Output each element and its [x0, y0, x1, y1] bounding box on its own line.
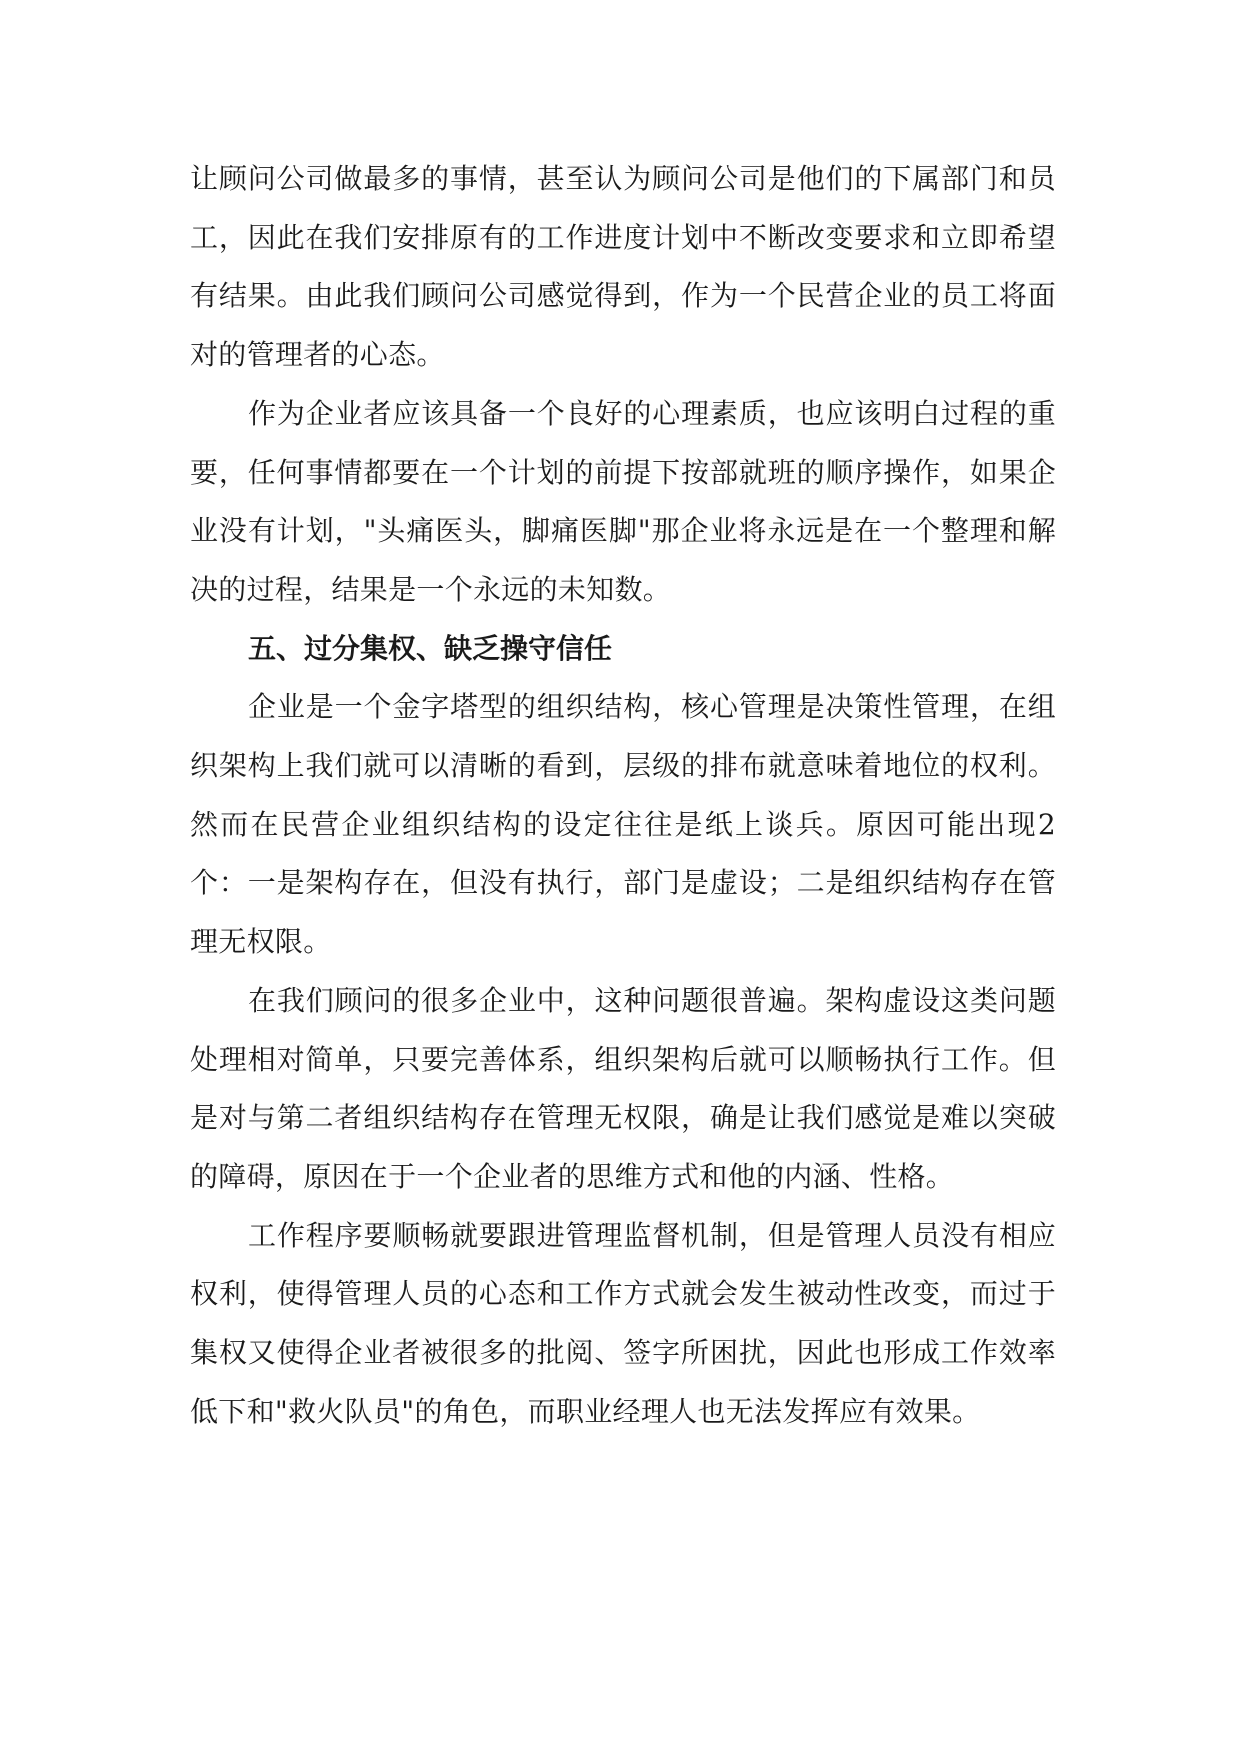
- body-paragraph: 让顾问公司做最多的事情，甚至认为顾问公司是他们的下属部门和员工，因此在我们安排原有的工作进度计划中不断改变要求和立即希望有结果。由此我们顾问公司感觉得到，作为一个民营企业的员工将面对的管理者的心态。: [190, 162, 1056, 372]
- body-paragraph: 企业是一个金字塔型的组织结构，核心管理是决策性管理，在组织架构上我们就可以清晰的看到，层级的排布就意味着地位的权利。然而在民营企业组织结构的设定往往是纸上谈兵。原因可能出现2个：一是架构存在，但没有执行，部门是虚设；二是组织结构存在管理无权限。: [190, 690, 1056, 959]
- section-heading: 五、过分集权、缺乏操守信任: [248, 631, 613, 665]
- body-paragraph: 工作程序要顺畅就要跟进管理监督机制，但是管理人员没有相应权利，使得管理人员的心态和工作方式就会发生被动性改变，而过于集权又使得企业者被很多的批阅、签字所困扰，因此也形成工作效率低下和"救火队员"的角色，而职业经理人也无法发挥应有效果。: [190, 1218, 1056, 1428]
- document-page: [190, 150, 1056, 1441]
- body-paragraph: 作为企业者应该具备一个良好的心理素质，也应该明白过程的重要，任何事情都要在一个计划的前提下按部就班的顺序操作，如果企业没有计划，"头痛医头，脚痛医脚"那企业将永远是在一个整理和解决的过程，结果是一个永远的未知数。: [190, 396, 1056, 606]
- body-paragraph: 在我们顾问的很多企业中，这种问题很普遍。架构虚设这类问题处理相对简单，只要完善体系，组织架构后就可以顺畅执行工作。但是对与第二者组织结构存在管理无权限，确是让我们感觉是难以突破的障碍，原因在于一个企业者的思维方式和他的内涵、性格。: [190, 983, 1056, 1193]
